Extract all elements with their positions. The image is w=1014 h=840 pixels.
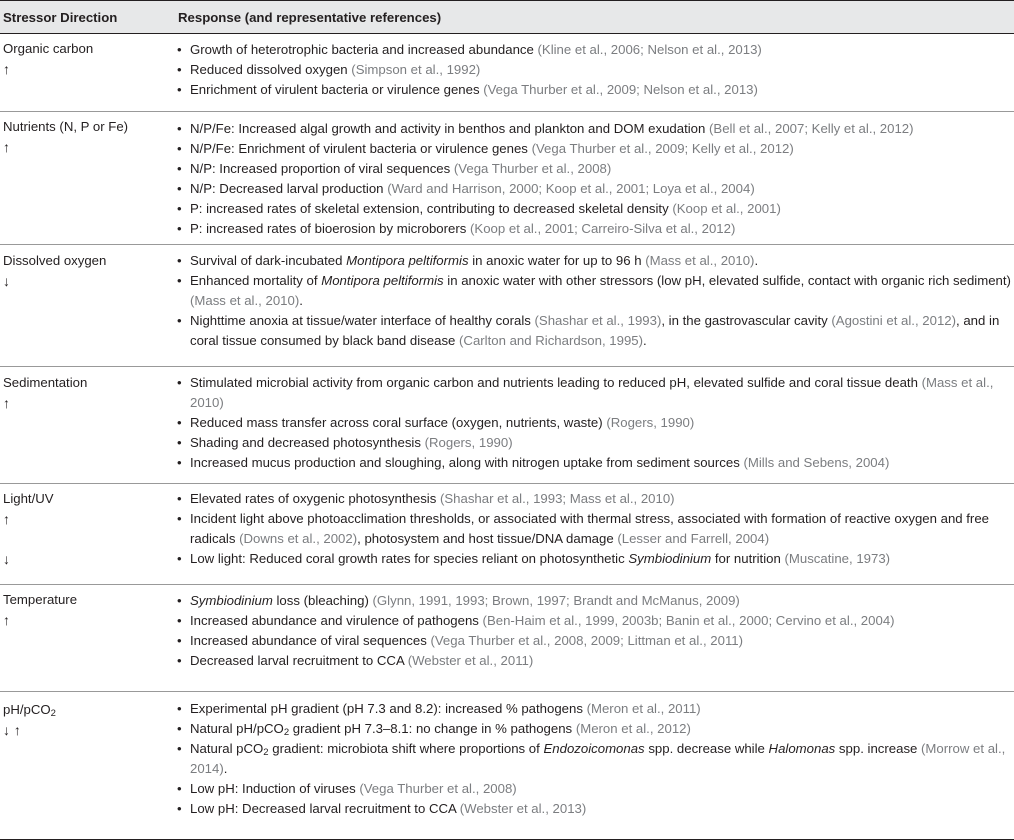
response-item xyxy=(177,651,1012,671)
bullet-icon: • xyxy=(177,82,182,97)
response-item xyxy=(177,373,1012,413)
table-body xyxy=(0,34,1014,840)
bullet-icon: • xyxy=(177,121,182,136)
response-text: Reduced mass transfer across coral surface (oxygen, nutrients, waste) (Rogers, 1990) xyxy=(190,415,695,430)
response-item xyxy=(177,549,1012,569)
bullet-icon: • xyxy=(177,161,182,176)
direction-arrow: ↓ ↑ xyxy=(3,722,21,738)
bullet-icon: • xyxy=(177,721,182,736)
bullet-icon: • xyxy=(177,741,182,756)
table-row xyxy=(0,484,1014,585)
response-text: N/P/Fe: Enrichment of virulent bacteria or virulence genes (Vega Thurber et al., 2009; Kelly et al., 2012) xyxy=(190,141,794,156)
bullet-icon: • xyxy=(177,491,182,506)
stressor-name: Organic carbon xyxy=(3,41,94,56)
response-item xyxy=(177,719,1012,739)
direction-arrow: ↑ xyxy=(3,612,10,628)
bullet-icon: • xyxy=(177,701,182,716)
response-text: Experimental pH gradient (pH 7.3 and 8.2): increased % pathogens (Meron et al., 2011) xyxy=(190,701,701,716)
table-header xyxy=(0,0,1014,34)
bullet-icon: • xyxy=(177,253,182,268)
bullet-icon: • xyxy=(177,593,182,608)
response-item xyxy=(177,179,1012,199)
stressor-name: Nutrients (N, P or Fe) xyxy=(3,119,129,134)
bullet-icon: • xyxy=(177,273,182,288)
response-item xyxy=(177,40,1012,60)
response-item xyxy=(177,799,1012,819)
stressor-name: Temperature xyxy=(3,592,78,607)
table-row xyxy=(0,34,1014,112)
direction-arrow: ↑ xyxy=(3,395,10,411)
bullet-icon: • xyxy=(177,221,182,236)
direction-arrow: ↑ xyxy=(3,511,10,527)
stressor-name: Dissolved oxygen xyxy=(3,253,107,268)
response-text: P: increased rates of bioerosion by microborers (Koop et al., 2001; Carreiro-Silva et al., 2012) xyxy=(190,221,736,236)
direction-arrow: ↑ xyxy=(3,61,10,77)
bullet-icon: • xyxy=(177,181,182,196)
response-item xyxy=(177,219,1012,239)
response-text: Natural pCO$_2$ gradient: microbiota shift where proportions of Endozoicomonas spp. decrease while Halomonas spp. increase (Morrow et al., 2014). xyxy=(190,741,1006,776)
response-text: Reduced dissolved oxygen (Simpson et al., 1992) xyxy=(190,62,481,77)
response-item xyxy=(177,159,1012,179)
response-item xyxy=(177,433,1012,453)
stressor-name: Light/UV xyxy=(3,491,54,506)
direction-arrow: ↓ xyxy=(3,551,10,567)
bullet-icon: • xyxy=(177,201,182,216)
response-item xyxy=(177,453,1012,473)
response-item xyxy=(177,489,1012,509)
response-item xyxy=(177,80,1012,100)
response-item xyxy=(177,119,1012,139)
bullet-icon: • xyxy=(177,62,182,77)
direction-arrow: ↑ xyxy=(3,139,10,155)
response-text: Survival of dark-incubated Montipora peltiformis in anoxic water for up to 96 h (Mass et al., 2010). xyxy=(190,253,759,268)
response-text: Increased abundance of viral sequences (Vega Thurber et al., 2008, 2009; Littman et al., 2011) xyxy=(190,633,744,648)
bullet-icon: • xyxy=(177,633,182,648)
response-text: N/P: Decreased larval production (Ward and Harrison, 2000; Koop et al., 2001; Loya et al., 2004) xyxy=(190,181,755,196)
response-text: Decreased larval recruitment to CCA (Webster et al., 2011) xyxy=(190,653,534,668)
response-item xyxy=(177,739,1012,779)
response-text: N/P/Fe: Increased algal growth and activity in benthos and plankton and DOM exudation (Bell et al., 2007; Kelly et al., 2012) xyxy=(190,121,914,136)
response-text: Growth of heterotrophic bacteria and increased abundance (Kline et al., 2006; Nelson et al., 2013) xyxy=(190,42,762,57)
response-item xyxy=(177,311,1012,351)
bullet-icon: • xyxy=(177,313,182,328)
table-row xyxy=(0,245,1014,367)
response-item xyxy=(177,60,1012,80)
response-text: Low light: Reduced coral growth rates for species reliant on photosynthetic Symbiodinium for nutrition (Muscatine, 1973) xyxy=(190,551,891,566)
bullet-icon: • xyxy=(177,551,182,566)
bullet-icon: • xyxy=(177,455,182,470)
response-text: Natural pH/pCO$_2$ gradient pH 7.3–8.1: no change in % pathogens (Meron et al., 2012) xyxy=(190,721,691,738)
response-text: Shading and decreased photosynthesis (Rogers, 1990) xyxy=(190,435,513,450)
response-item xyxy=(177,199,1012,219)
response-text: Nighttime anoxia at tissue/water interface of healthy corals (Shashar et al., 1993), in the gastrovascular cavity (Agostini et al., 2012), and in coral tissue consumed by black band disease (Carlton and Richardson, 1995). xyxy=(190,313,1000,348)
stressor-name: pH/pCO$_2$ xyxy=(3,702,56,719)
bullet-icon: • xyxy=(177,141,182,156)
bullet-icon: • xyxy=(177,42,182,57)
response-item xyxy=(177,509,1012,549)
stressor-name: Sedimentation xyxy=(3,375,88,390)
response-text: Symbiodinium loss (bleaching) (Glynn, 1991, 1993; Brown, 1997; Brandt and McManus, 2009) xyxy=(190,593,740,608)
bullet-icon: • xyxy=(177,781,182,796)
bullet-icon: • xyxy=(177,375,182,390)
response-text: Enhanced mortality of Montipora peltiformis in anoxic water with other stressors (low pH, elevated sulfide, contact with organic rich sediment)(Mass et al., 2010). xyxy=(190,273,1011,308)
header-stressor-direction: Stressor Direction xyxy=(3,10,118,25)
response-item xyxy=(177,779,1012,799)
response-text: Incident light above photoacclimation thresholds, or associated with thermal stress, associated with formation of reactive oxygen and free radicals (Downs et al., 2002), photosystem and host tissue/DNA damage (Lesser and Farrell, 2004) xyxy=(190,511,989,546)
response-item xyxy=(177,699,1012,719)
response-item xyxy=(177,631,1012,651)
response-item xyxy=(177,139,1012,159)
response-text: Enrichment of virulent bacteria or virulence genes (Vega Thurber et al., 2009; Nelson et al., 2013) xyxy=(190,82,758,97)
response-item xyxy=(177,413,1012,433)
bullet-icon: • xyxy=(177,801,182,816)
response-item xyxy=(177,611,1012,631)
response-text: P: increased rates of skeletal extension, contributing to decreased skeletal density (Koop et al., 2001) xyxy=(190,201,781,216)
response-text: Increased mucus production and sloughing, along with nitrogen uptake from sediment sources (Mills and Sebens, 2004) xyxy=(190,455,890,470)
response-text: N/P: Increased proportion of viral sequences (Vega Thurber et al., 2008) xyxy=(190,161,612,176)
response-text: Low pH: Induction of viruses (Vega Thurber et al., 2008) xyxy=(190,781,517,796)
response-item xyxy=(177,271,1012,311)
response-item xyxy=(177,591,1012,611)
response-text: Increased abundance and virulence of pathogens (Ben-Haim et al., 1999, 2003b; Banin et al., 2000; Cervino et al., 2004) xyxy=(190,613,895,628)
direction-arrow: ↓ xyxy=(3,273,10,289)
bullet-icon: • xyxy=(177,511,182,526)
bullet-icon: • xyxy=(177,653,182,668)
table-row xyxy=(0,692,1014,840)
bullet-icon: • xyxy=(177,613,182,628)
response-item xyxy=(177,251,1012,271)
response-text: Elevated rates of oxygenic photosynthesis (Shashar et al., 1993; Mass et al., 2010) xyxy=(190,491,675,506)
table-row xyxy=(0,367,1014,484)
table-row xyxy=(0,112,1014,245)
table-row xyxy=(0,585,1014,692)
bullet-icon: • xyxy=(177,415,182,430)
response-text: Low pH: Decreased larval recruitment to CCA (Webster et al., 2013) xyxy=(190,801,587,816)
bullet-icon: • xyxy=(177,435,182,450)
response-text: Stimulated microbial activity from organic carbon and nutrients leading to reduced pH, elevated sulfide and coral tissue death (Mass et al., 2010) xyxy=(190,375,994,410)
header-response: Response (and representative references) xyxy=(178,10,442,25)
